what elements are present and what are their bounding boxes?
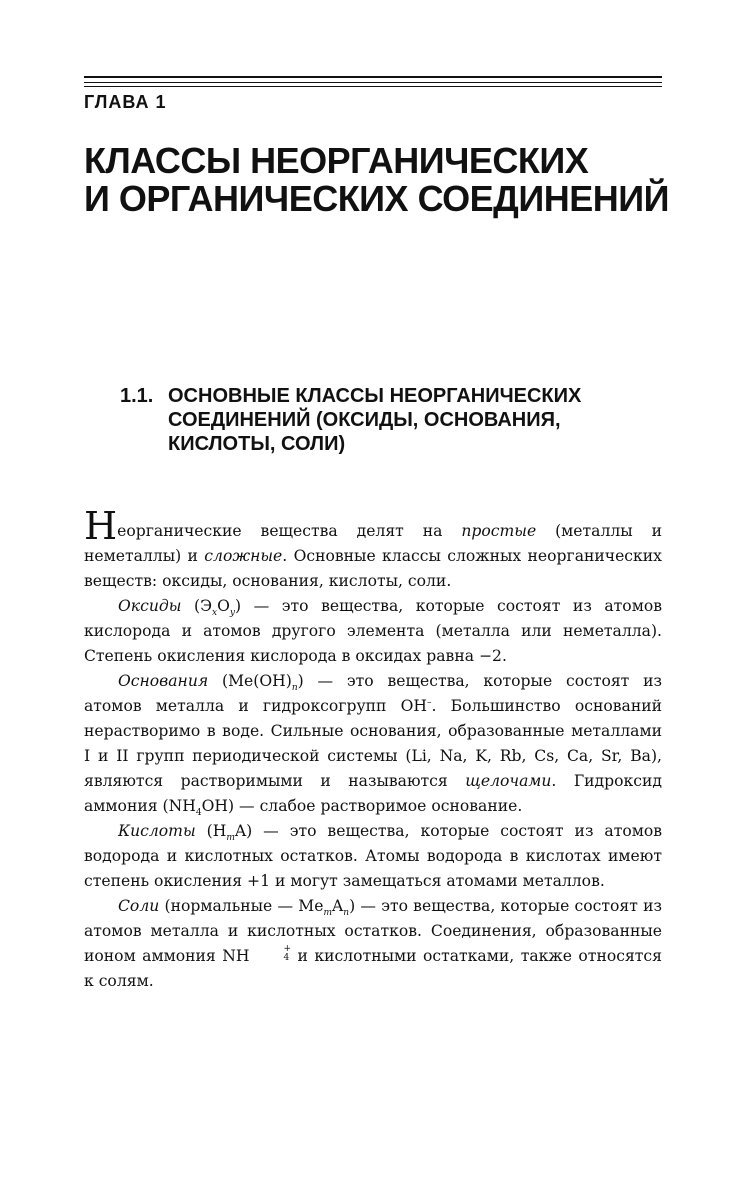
ammonium-charge: + 4 [283,944,292,963]
formula-oxide: $(Э_xO_y)$ [181,597,242,619]
term-salts: Соли [118,897,160,915]
section-title-line-3: КИСЛОТЫ, СОЛИ) [168,433,346,455]
paragraph-bases: Основания $(Me(OH)_n)$ — это вещества, которые состоят из атомов металла и гидроксогрупп OH–. Большинство оснований нерастворимо в воде. Сильные основания, образованные металлами I и II групп периодической системы (Li, Na, K, Rb, Cs, Ca, Sr, Ba), являются растворимыми и называются щелочами. Гидроксид аммония $(NH_4OH)$ — слабое растворимое основание. [84,672,662,819]
term-bases: Основания [118,672,209,690]
header-rule-thick [84,76,662,78]
term-oxides: Оксиды [118,597,182,615]
section-title-line-1: ОСНОВНЫЕ КЛАССЫ НЕОРГАНИЧЕСКИХ [168,385,582,407]
formula-base: $(Me(OH)_n)$ [208,672,304,694]
drop-cap: Н [84,504,118,548]
term-acids: Кислоты [118,822,196,840]
chapter-label: ГЛАВА 1 [84,92,167,112]
term-alkalis: щелочами [465,772,552,790]
section-heading [120,384,660,456]
paragraph-intro: Неорганические вещества делят на простые (металлы и неметаллы) и сложные. Основные классы сложных неорганических веществ: оксиды, основания, кислоты, соли. [84,504,662,590]
chapter-title-line-1: КЛАССЫ НЕОРГАНИЧЕСКИХ [84,140,589,181]
chapter-title [84,142,684,218]
header-rule-thin-2 [84,86,662,87]
paragraph-oxides: Оксиды $(Э_xO_y)$ — это вещества, которые состоят из атомов кислорода и атомов другого элемента (металла или неметалла). Степень окисления кислорода в оксидах равна −2. [84,597,662,665]
paragraph-acids: Кислоты $(H_mA)$ — это вещества, которые состоят из атомов водорода и кислотных остатков. Атомы водорода в кислотах имеют степень окисления +1 и могут замещаться атомами металлов. [84,822,663,890]
term-complex: сложные [204,547,283,565]
term-simple: простые [461,522,537,540]
body-text [84,504,663,994]
header-rule-thin [84,82,662,83]
formula-acid: $(H_mA)$ [195,822,253,844]
chapter-title-line-2: И ОРГАНИЧЕСКИХ СОЕДИНЕНИЙ [84,178,669,219]
paragraph-salts: Соли (нормальные — $Me_mA_n$) — это вещества, которые состоят из атомов металла и кислотных остатков. Соединения, образованные ионом аммония NH + 4 и кислотными остатками, также относятся к солям. [84,897,662,990]
section-title-line-2: СОЕДИНЕНИЙ (ОКСИДЫ, ОСНОВАНИЯ, [168,409,561,431]
section-number: 1.1. [120,385,154,407]
